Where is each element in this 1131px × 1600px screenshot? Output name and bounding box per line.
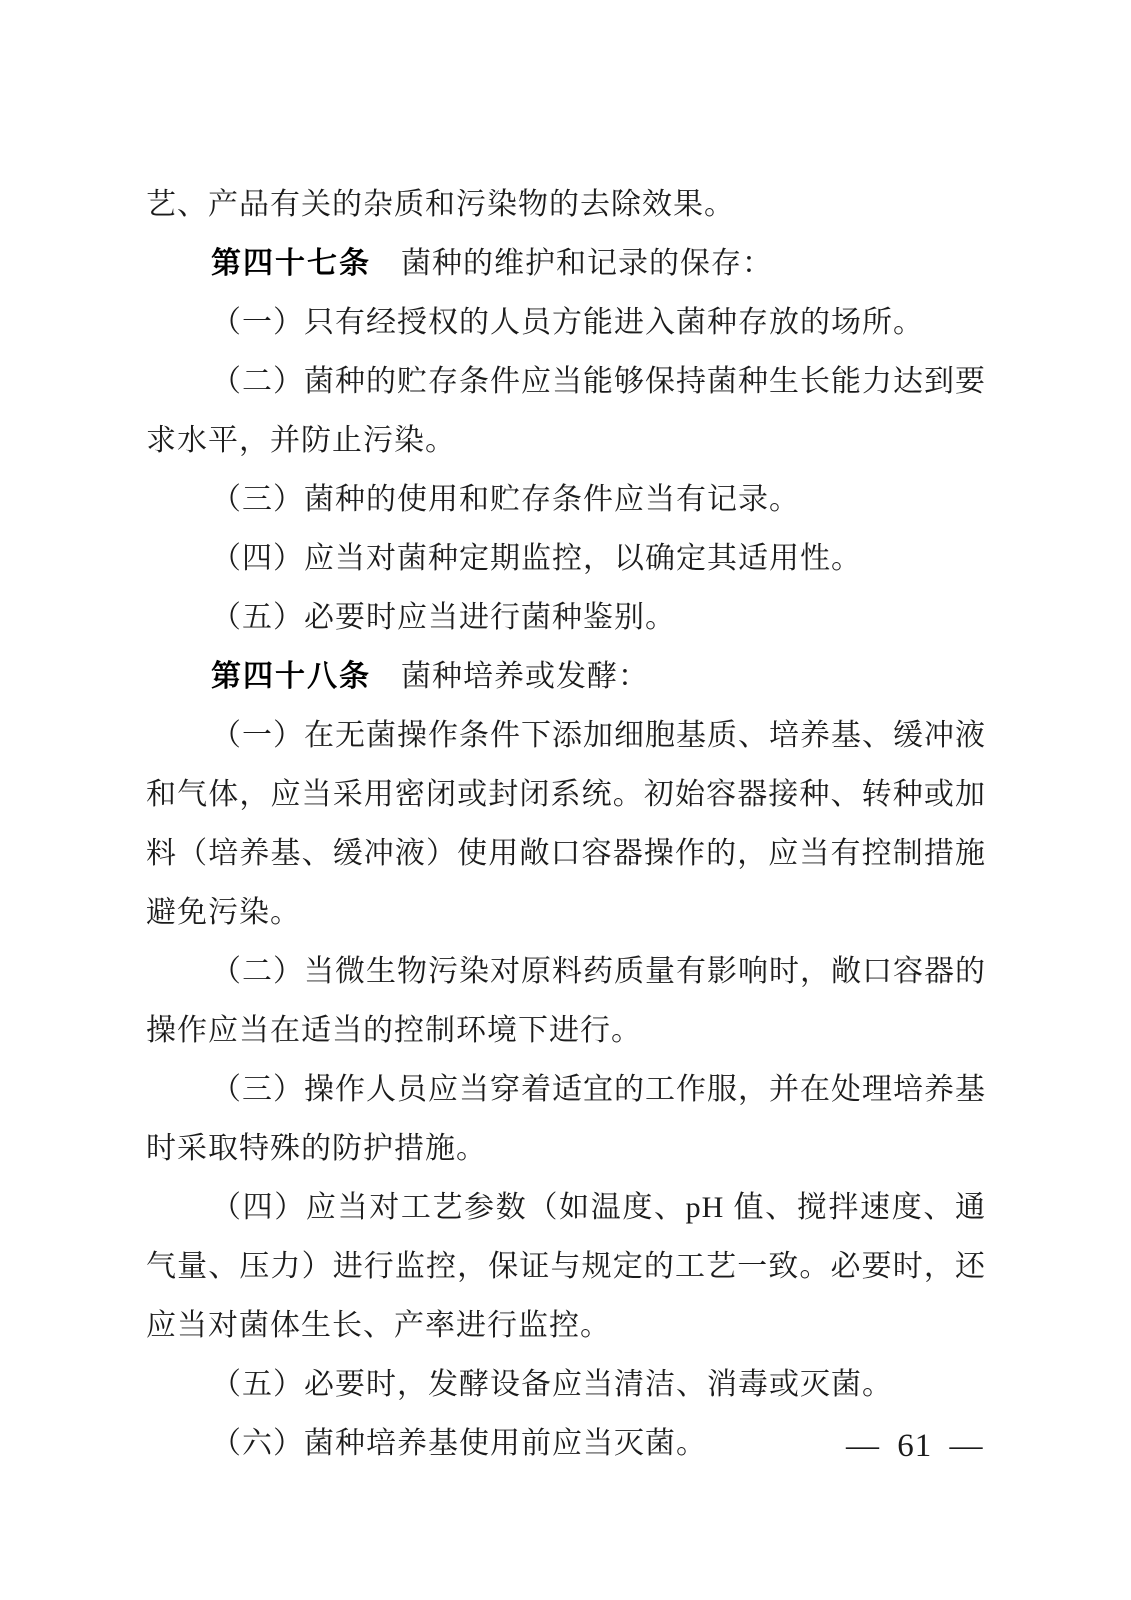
list-item: （二）当微生物污染对原料药质量有影响时，敞口容器的操作应当在适当的控制环境下进行。 [146,955,986,1047]
article-number: 第四十八条 [211,660,371,693]
article-heading-47 [146,234,986,293]
list-item: （二）菌种的贮存条件应当能够保持菌种生长能力达到要求水平，并防止污染。 [146,365,986,457]
page-number: — 61 — [846,1428,984,1464]
list-item: （四）应当对菌种定期监控，以确定其适用性。 [211,542,862,575]
document-body [146,175,986,1473]
article-title: 菌种培养或发酵： [401,660,649,693]
list-item: （一）只有经授权的人员方能进入菌种存放的场所。 [211,306,924,339]
paragraph-continuation: 艺、产品有关的杂质和污染物的去除效果。 [146,188,735,221]
article-number: 第四十七条 [211,247,371,280]
list-item: （一）在无菌操作条件下添加细胞基质、培养基、缓冲液和气体，应当采用密闭或封闭系统。初始容器接种、转种或加料（培养基、缓冲液）使用敞口容器操作的，应当有控制措施避免污染。 [146,719,986,929]
list-item: （三）操作人员应当穿着适宜的工作服，并在处理培养基时采取特殊的防护措施。 [146,1073,986,1165]
list-item: （五）必要时应当进行菌种鉴别。 [211,601,676,634]
article-heading-48 [146,647,986,706]
list-item: （六）菌种培养基使用前应当灭菌。 [211,1427,707,1460]
article-title: 菌种的维护和记录的保存： [401,247,773,280]
list-item: （四）应当对工艺参数（如温度、pH 值、搅拌速度、通气量、压力）进行监控，保证与规定的工艺一致。必要时，还应当对菌体生长、产率进行监控。 [146,1191,986,1342]
list-item: （五）必要时，发酵设备应当清洁、消毒或灭菌。 [211,1368,893,1401]
list-item: （三）菌种的使用和贮存条件应当有记录。 [211,483,800,516]
